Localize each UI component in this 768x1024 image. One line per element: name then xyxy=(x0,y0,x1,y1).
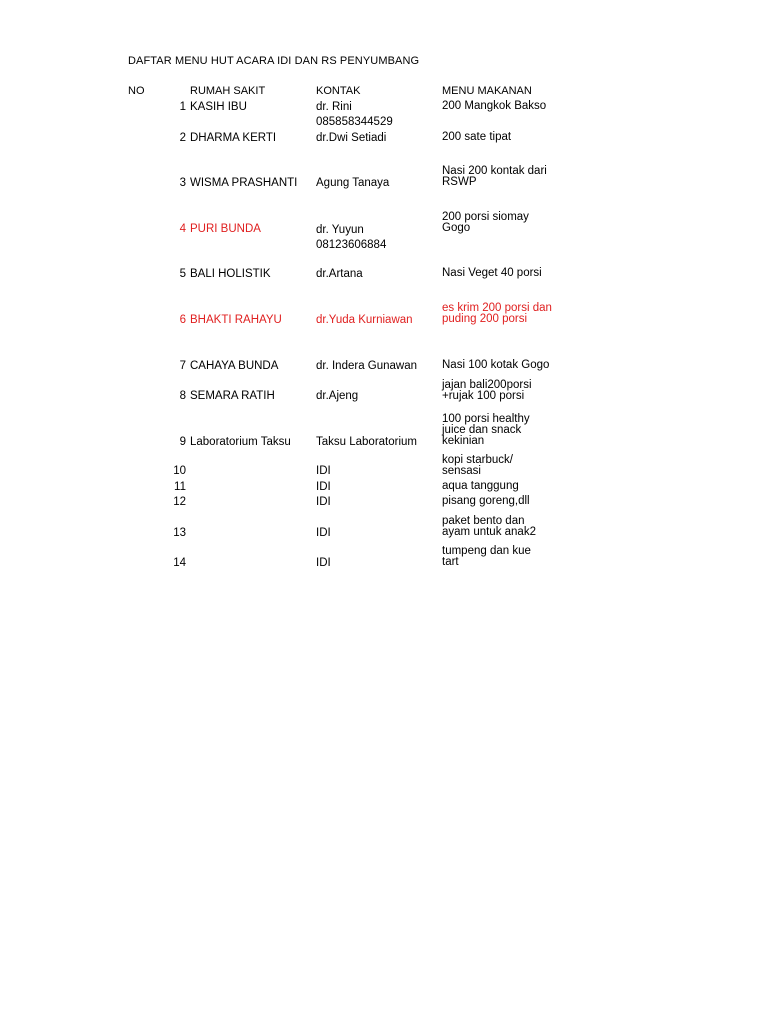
menu-item xyxy=(442,166,547,188)
menu-line: kekinian xyxy=(442,435,485,447)
menu-line: 200 sate tipat xyxy=(442,131,512,143)
menu-item xyxy=(442,303,552,325)
menu-line: pisang goreng,dll xyxy=(442,495,530,507)
row-number: 4 xyxy=(179,223,186,235)
menu-line: Nasi 100 kotak Gogo xyxy=(442,359,550,371)
contact xyxy=(316,496,331,508)
contact xyxy=(316,481,331,493)
hospital-name: BALI HOLISTIK xyxy=(190,268,271,280)
menu-item xyxy=(442,481,519,492)
menu-line: tart xyxy=(442,556,459,568)
menu-line: 200 porsi siomay xyxy=(442,211,529,223)
menu-line: 100 porsi healthy xyxy=(442,413,530,425)
contact xyxy=(316,224,386,251)
menu-item xyxy=(442,212,529,234)
hospital-name: BHAKTI RAHAYU xyxy=(190,314,282,326)
menu-line: Nasi Veget 40 porsi xyxy=(442,267,542,279)
contact-line: dr.Ajeng xyxy=(316,390,359,402)
menu-item xyxy=(442,101,546,112)
menu-line: Nasi 200 kontak dari xyxy=(442,165,547,177)
menu-line: aqua tanggung xyxy=(442,480,519,492)
contact xyxy=(316,557,331,569)
header-no: NO xyxy=(128,85,145,97)
menu-item xyxy=(442,496,530,507)
row-number: 1 xyxy=(179,101,186,113)
menu-item xyxy=(442,360,549,371)
menu-line: tumpeng dan kue xyxy=(442,545,531,557)
row-number: 14 xyxy=(173,557,186,569)
row-number: 3 xyxy=(179,177,186,189)
contact xyxy=(316,527,331,539)
row-number: 11 xyxy=(174,481,186,493)
row-number: 8 xyxy=(179,390,186,402)
row-number: 12 xyxy=(173,496,186,508)
menu-line: 200 Mangkok Bakso xyxy=(442,100,547,112)
row-number: 5 xyxy=(179,268,186,280)
contact-line: 085858344529 xyxy=(316,116,393,128)
header-kontak: KONTAK xyxy=(316,85,361,97)
contact-line: dr.Yuda Kurniawan xyxy=(316,314,413,326)
row-number: 13 xyxy=(173,527,186,539)
hospital-name: KASIH IBU xyxy=(190,101,247,113)
menu-item xyxy=(442,546,531,568)
menu-item xyxy=(442,380,532,402)
menu-item xyxy=(442,268,542,279)
menu-line: jajan bali200porsi xyxy=(442,379,532,391)
row-number: 6 xyxy=(179,314,186,326)
menu-line: ayam untuk anak2 xyxy=(442,526,536,538)
row-number: 10 xyxy=(173,465,186,477)
menu-line: RSWP xyxy=(442,176,477,188)
row-number: 7 xyxy=(179,360,186,372)
menu-item xyxy=(442,455,513,477)
menu-line: +rujak 100 porsi xyxy=(442,390,525,402)
contact xyxy=(316,268,363,280)
contact-line: dr.Artana xyxy=(316,268,363,280)
hospital-name: DHARMA KERTI xyxy=(190,132,277,144)
document-title: DAFTAR MENU HUT ACARA IDI DAN RS PENYUMBANG xyxy=(128,55,420,67)
contact-line: IDI xyxy=(316,465,331,477)
header-rumah-sakit: RUMAH SAKIT xyxy=(190,85,266,97)
contact xyxy=(316,314,413,326)
contact-line: IDI xyxy=(316,496,331,508)
contact-line: IDI xyxy=(316,481,331,493)
contact-line: 08123606884 xyxy=(316,239,387,251)
row-number: 2 xyxy=(179,132,186,144)
contact xyxy=(316,390,358,402)
menu-line: es krim 200 porsi dan xyxy=(442,302,552,314)
menu-line: sensasi xyxy=(442,465,481,477)
contact-line: IDI xyxy=(316,557,331,569)
hospital-name: Laboratorium Taksu xyxy=(190,436,291,448)
menu-line: kopi starbuck/ xyxy=(442,454,513,466)
contact-line: dr. Rini xyxy=(316,101,352,113)
contact xyxy=(316,177,389,189)
menu-item xyxy=(442,516,536,538)
contact xyxy=(316,436,417,448)
menu-line: puding 200 porsi xyxy=(442,313,528,325)
contact xyxy=(316,360,417,372)
menu-line: Gogo xyxy=(442,222,471,234)
header-menu: MENU MAKANAN xyxy=(442,85,532,97)
menu-line: juice dan snack xyxy=(442,424,522,436)
contact-line: Taksu Laboratorium xyxy=(316,436,417,448)
hospital-name: CAHAYA BUNDA xyxy=(190,360,279,372)
contact xyxy=(316,132,386,144)
contact-line: Agung Tanaya xyxy=(316,177,390,189)
contact-line: dr.Dwi Setiadi xyxy=(316,132,387,144)
contact xyxy=(316,101,393,128)
menu-item xyxy=(442,132,511,143)
contact xyxy=(316,465,331,477)
hospital-name: SEMARA RATIH xyxy=(190,390,275,402)
contact-line: IDI xyxy=(316,527,331,539)
row-number: 9 xyxy=(179,436,186,448)
contact-line: dr. Yuyun xyxy=(316,224,364,236)
menu-line: paket bento dan xyxy=(442,515,525,527)
contact-line: dr. Indera Gunawan xyxy=(316,360,418,372)
hospital-name: WISMA PRASHANTI xyxy=(190,177,298,189)
hospital-name: PURI BUNDA xyxy=(190,223,261,235)
menu-item xyxy=(442,414,530,447)
